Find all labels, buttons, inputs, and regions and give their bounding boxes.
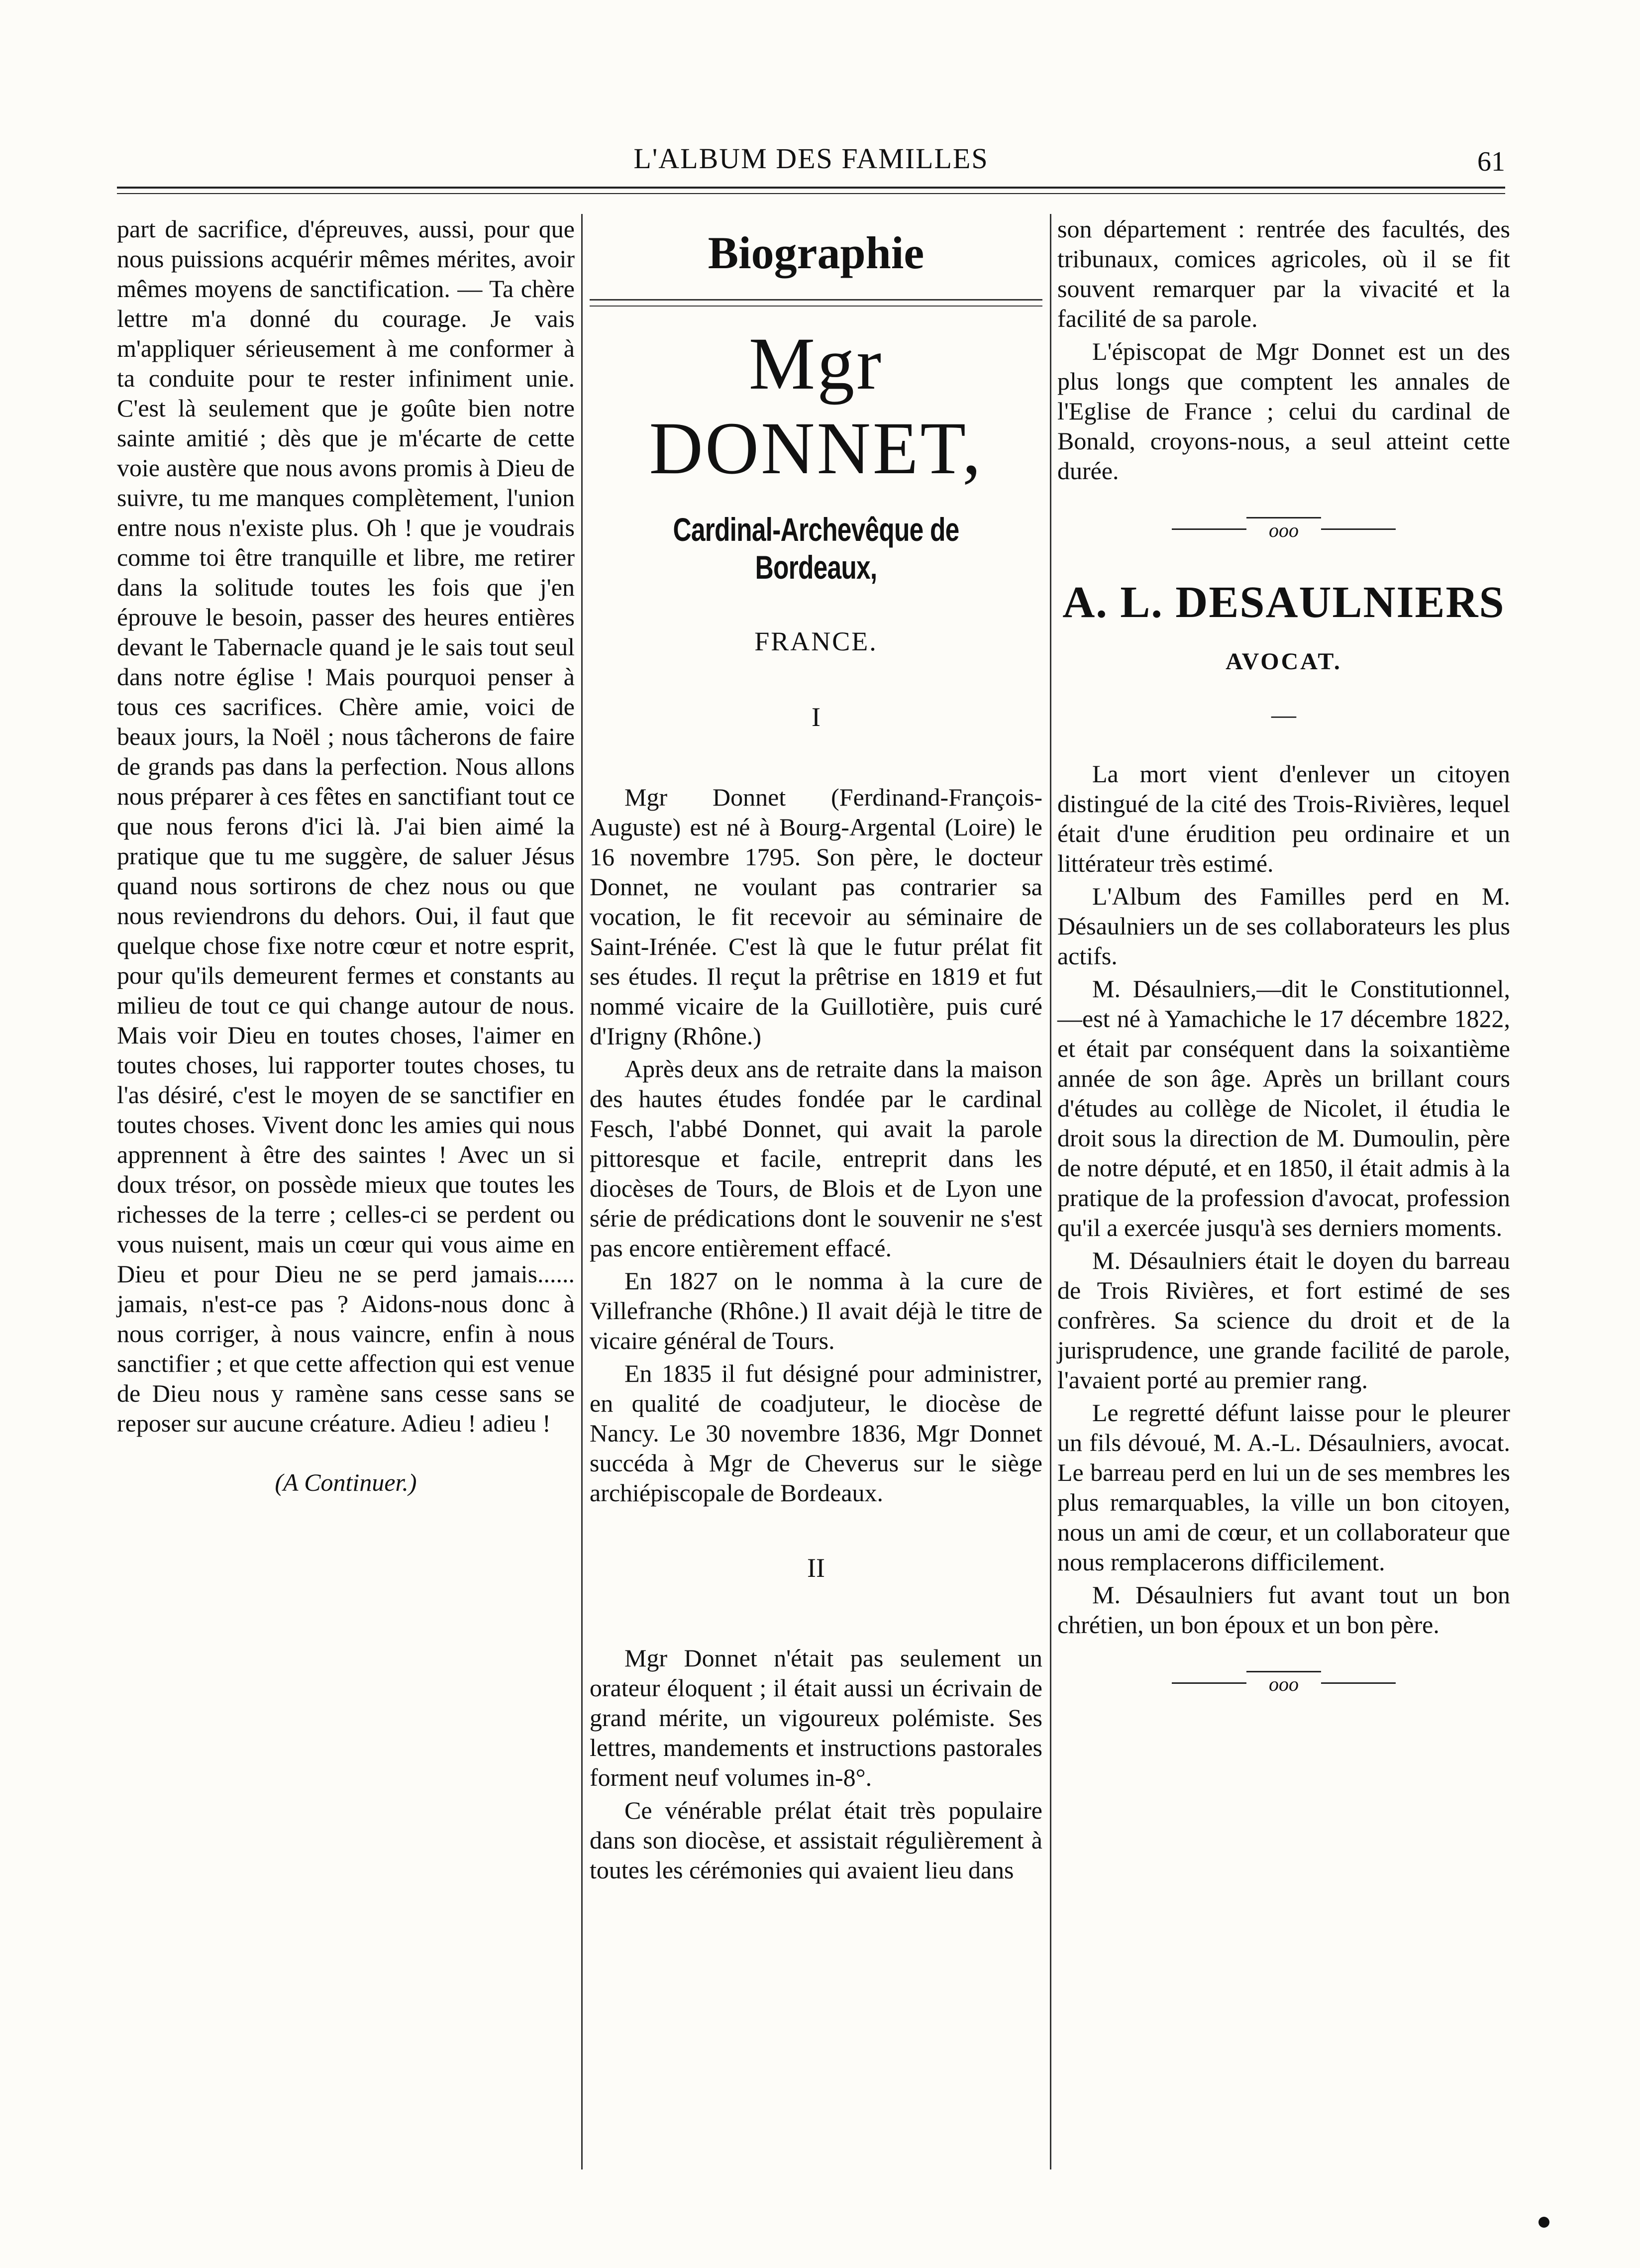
title-rule	[590, 299, 1042, 301]
column-divider-left	[581, 214, 583, 2169]
obituary-paragraph: M. Désaulniers était le doyen du barreau de Trois Rivières, et fort estimé de ses confrères. Sa science du droit et de la jurisprudence, une grande facilité de parole, l'avaient porté au premier rang.	[1057, 1246, 1510, 1394]
separator-line	[1321, 1682, 1396, 1684]
obituary-name: A. L. DESAULNIERS	[1062, 577, 1505, 627]
bio-paragraph: Mgr Donnet n'était pas seulement un orateur éloquent ; il était aussi un écrivain de grand mérite, un vigoureux polémiste. Ses lettres, mandements et instructions pastorales forment neuf volumes in-8°.	[590, 1644, 1042, 1791]
bio-paragraph: Ce vénérable prélat était très populaire dans son diocèse, et assistait régulièrement à toutes les cérémonies qui avaient lieu dans	[590, 1796, 1042, 1884]
part-heading-1: I	[812, 702, 820, 732]
separator	[1057, 515, 1510, 542]
country-label: FRANCE.	[754, 626, 878, 656]
obituary-dash: —	[1271, 700, 1296, 728]
bio-paragraph: L'épiscopat de Mgr Donnet est un des plus longs que comptent les annales de l'Eglise de France ; celui du cardinal de Bonald, croyons-nous, a seul atteint cette durée.	[1057, 337, 1510, 485]
obituary-role: AVOCAT.	[1226, 648, 1342, 675]
separator-line	[1172, 1682, 1246, 1684]
obituary-paragraph: M. Désaulniers,—dit le Constitutionnel,—est né à Yamachiche le 17 décembre 1822, et était par conséquent dans la soixantième année de son âge. Après un brillant cours d'études au collège de Nicolet, il étudia le droit sous la direction de M. Dumoulin, père de notre député, et en 1850, il était admis à la pratique de la profession d'avocat, profession qu'il a exercée jusqu'à ses derniers moments.	[1057, 974, 1510, 1241]
bio-paragraph: Après deux ans de retraite dans la maison des hautes études fondée par le cardinal Fesch, l'abbé Donnet, qui avait la parole pittoresque et facile, entreprit dans les diocèses de Tours, de Blois et de Lyon une série de prédications dont le souvenir ne s'est pas encore entièrement effacé.	[590, 1055, 1042, 1262]
header-rule-thin	[117, 193, 1505, 194]
name-text: DONNET,	[649, 407, 983, 490]
column-3	[1057, 214, 1510, 1731]
end-separator	[1057, 1669, 1510, 1696]
separator-line	[1321, 528, 1396, 530]
bio-paragraph: En 1835 il fut désigné pour administrer, en qualité de coadjuteur, le diocèse de Nancy. Le 30 novembre 1836, Mgr Donnet succéda à Mgr de Cheverus sur le siège archiépiscopale de Bordeaux.	[590, 1359, 1042, 1507]
bio-paragraph: Mgr Donnet (Ferdinand-François-Auguste) est né à Bourg-Argental (Loire) le 16 novembre 1795. Son père, le docteur Donnet, ne voulant pas contrarier sa vocation, le fit recevoir au séminaire de Saint-Irénée. C'est là que le futur prélat fit ses études. Il reçut la prêtrise en 1819 et fut nommé vicaire de la Guillotière, puis curé d'Irigny (Rhône.)	[590, 783, 1042, 1050]
letter-paragraph: part de sacrifice, d'épreuves, aussi, pour que nous puissions acquérir mêmes mérites, avoir mêmes moyens de sanctification. — Ta chère lettre m'a donné du courage. Je vais m'appliquer sérieusement à me conformer à ta conduite pour te rester infiniment unie. C'est là seulement que je goûte bien notre sainte amitié ; dès que je m'écarte de cette voie austère que nous avons promis à Dieu de suivre, tu me manques complètement, l'union entre nous n'existe plus. Oh ! que je voudrais comme toi être tranquille et libre, me retirer dans la solitude toutes les fois que j'en éprouve le besoin, passer des heures entières devant le Tabernacle quand je le sais tout seul dans notre église ! Mais pourquoi penser à tous ces sacrifices. Chère amie, voici de beaux jours, la Noël ; nous tâcherons de faire de grands pas dans la perfection. Nous allons nous préparer à ces fêtes en sanctifiant tout ce que nous ferons d'ici là. J'ai bien aimé la pratique que tu me suggère, de saluer Jésus quand nous sortirons de chez nous ou que nous reviendrons du dehors. Oui, il faut que quelque chose fixe notre cœur et notre esprit, pour qu'ils demeurent fermes et constants au milieu de tout ce qui change autour de nous. Mais voir Dieu en toutes choses, l'aimer en toutes choses, lui rapporter toutes choses, tu l'as désiré, c'est le moyen de se sanctifier en toutes choses. Vivent donc les amies qui nous apprennent à être des saintes ! Avec un si doux trésor, on possède mieux que toutes les richesses de la terre ; celles-ci se perdent ou vous nuisent, mais un cœur qui vous aime en Dieu et pour Dieu ne se perd jamais...... jamais, n'est-ce pas ? Aidons-nous donc à nous corriger, à nous vaincre, enfin à nous sanctifier ; et que cette affection qui est venue de Dieu nous y ramène sans cesse sans se reposer sur aucune créature. Adieu ! adieu !	[117, 215, 575, 1437]
ink-dot	[1538, 2217, 1549, 2228]
separator-text: ooo	[1246, 1671, 1321, 1696]
part-heading-2: II	[807, 1553, 825, 1583]
bio-paragraph: En 1827 on le nomma à la cure de Villefranche (Rhône.) Il avait déjà le titre de vicaire général de Tours.	[590, 1267, 1042, 1354]
obituary-paragraph: M. Désaulniers fut avant tout un bon chrétien, un bon époux et un bon père.	[1057, 1580, 1510, 1639]
biography-name	[590, 321, 1042, 491]
column-divider-right	[1050, 214, 1051, 2169]
name-prefix: Mgr	[748, 322, 884, 405]
column-1	[117, 214, 575, 1497]
separator-line	[1172, 528, 1246, 530]
page-header	[117, 142, 1505, 182]
biography-subtitle: Cardinal-Archevêque de Bordeaux,	[673, 511, 959, 586]
column-2	[590, 214, 1042, 1888]
separator-text: ooo	[1246, 517, 1321, 542]
continued-note: (A Continuer.)	[275, 1468, 417, 1496]
journal-title: L'ALBUM DES FAMILLES	[633, 142, 989, 175]
header-rule	[117, 187, 1505, 189]
bio-paragraph: son département : rentrée des facultés, des tribunaux, comices agricoles, où il se fit souvent remarquer par la vivacité et la facilité de sa parole.	[1057, 215, 1510, 332]
obituary-paragraph: Le regretté défunt laisse pour le pleurer un fils dévoué, M. A.-L. Désaulniers, avocat. Le barreau perd en lui un de ses membres les plus remarquables, la ville un bon citoyen, nous un ami de cœur, et un collaborateur que nous remplacerons difficilement.	[1057, 1398, 1510, 1576]
obituary-paragraph: La mort vient d'enlever un citoyen distingué de la cité des Trois-Rivières, lequel était d'une érudition peu ordinaire et un littérateur très estimé.	[1057, 759, 1510, 877]
section-title: Biographie	[708, 227, 924, 278]
obituary-paragraph: L'Album des Familles perd en M. Désaulniers un de ses collaborateurs les plus actifs.	[1057, 882, 1510, 970]
title-rule-thin	[590, 306, 1042, 307]
page-number: 61	[1477, 146, 1505, 177]
